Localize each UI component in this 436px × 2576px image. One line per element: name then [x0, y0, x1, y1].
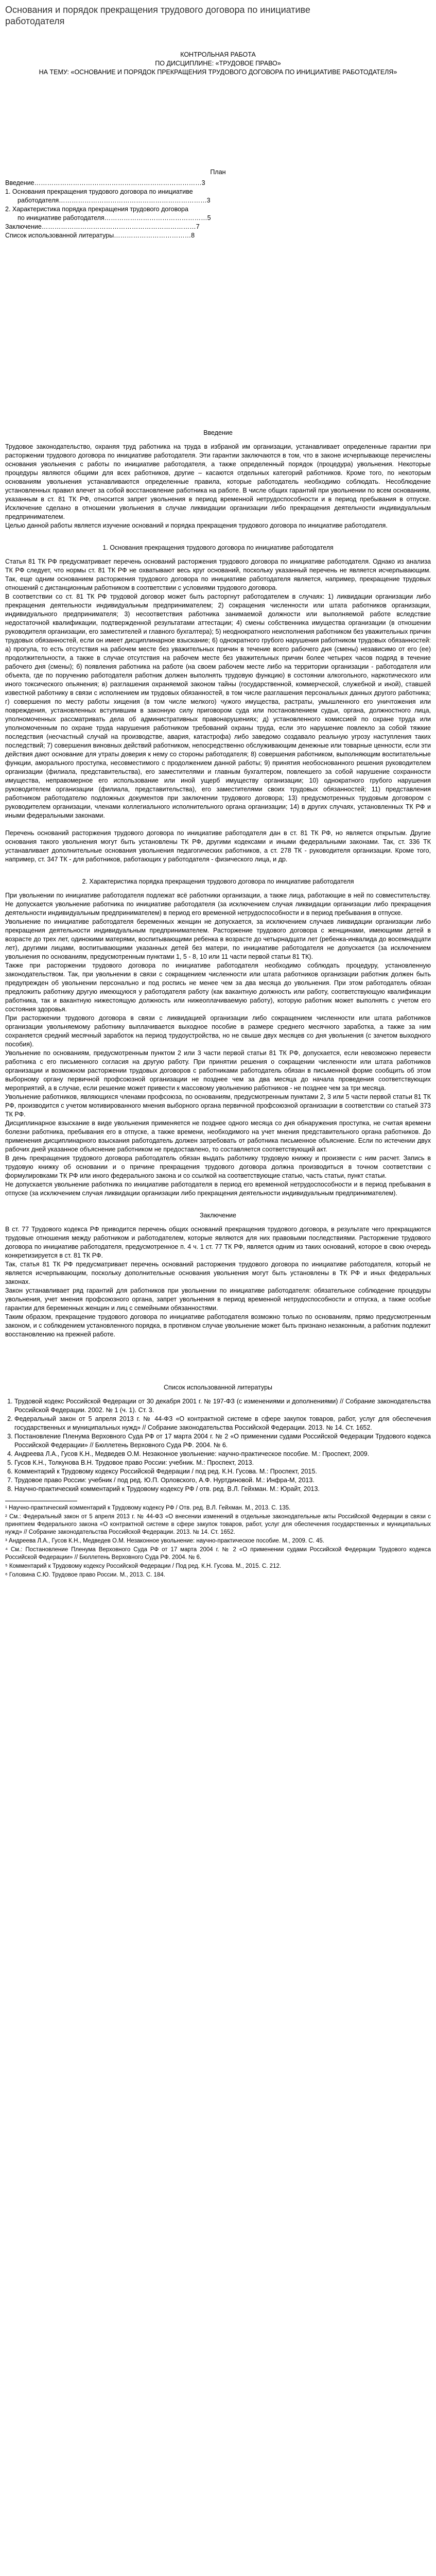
toc-item: 1. Основания прекращения трудового договора по инициативе	[5, 188, 193, 195]
intro-paragraph: Целью данной работы является изучение оснований и порядка прекращения трудового договора по инициативе работодателя.	[5, 522, 388, 529]
conclusion-paragraph: Так, статья 81 ТК РФ предусматривает перечень оснований расторжения трудового договора по инициативе работодателя, который не является исчерпывающим, поскольку дополнительные основания увольнения могут быть установлены в ТК РФ и иных федеральных законах.	[5, 1261, 431, 1285]
intro-heading: Введение	[203, 429, 233, 436]
reference-item: 7. Трудовое право России: учебник / под ред. Ю.П. Орловского, А.Ф. Нуртдиновой. М.: Инфра-М, 2013.	[14, 1476, 431, 1485]
reference-item: 1. Трудовой кодекс Российской Федерации от 30 декабря 2001 г. № 197-ФЗ (с изменениями и дополнениями) // Собрание законодательства Российской Федерации. 2002. № 1 (ч. 1). Ст. 3.	[14, 1397, 431, 1415]
reference-item: 2. Федеральный закон от 5 апреля 2013 г. № 44-ФЗ «О контрактной системе в сфере закупок товаров, работ, услуг для обеспечения государственных и муниципальных нужд» // Собрание законодательства Российской Федерации. 2013. № 14. Ст. 1652.	[14, 1415, 431, 1432]
references-heading: Список использованной литературы	[163, 1384, 273, 1391]
section-2-paragraph: При увольнении по инициативе работодателя подлежат всё работники организации, а также лица, работающие в ней по совместительству. Не допускается увольнение работника по инициативе работодателя (за исключением случая ликвидации организации либо прекращения деятельности индивидуальным предпринимателем) в период его временной нетрудоспособности и в период пребывания в отпуске.	[5, 892, 431, 917]
conclusion-heading: Заключение	[200, 1212, 236, 1219]
toc-item: работодателя……………………………………………………………3	[18, 197, 211, 204]
conclusion-paragraph: В ст. 77 Трудового кодекса РФ приводится перечень общих оснований прекращения трудового договора, в результате чего прекращаются трудовые отношения между работником и работодателем, которые являются для них правовыми последствиями. Расторжение трудового договора по инициативе работодателя, предусмотренное п. 4 ч. 1 ст. 77 ТК РФ, является одним из таких оснований, которое в свою очередь конкретизируется в ст. 81 ТК РФ.	[5, 1226, 431, 1259]
footnote: ⁶ Головина С.Ю. Трудовое право России. М., 2013. С. 184.	[5, 1572, 165, 1578]
reference-item: 5. Гусов К.Н., Толкунова В.Н. Трудовое право России: учебник. М.: Проспект, 2013.	[14, 1459, 431, 1467]
title-line-1: КОНТРОЛЬНАЯ РАБОТА	[180, 51, 256, 58]
toc-item: по инициативе работодателя…………………………………………5	[18, 214, 211, 222]
section-2-paragraph: Не допускается увольнение работника по инициативе работодателя в период его временной нетрудоспособности и в период пребывания в отпуске (за исключением случая ликвидации организации либо прекращения деятельности индивидуальным предпринимателем).	[5, 1181, 431, 1197]
page-header	[0, 0, 436, 30]
intro-paragraph: Трудовое законодательство, охраняя труд работника на труда в избраной им организации, устанавливает определенные гарантии при расторжении трудового договора по инициативе работодателя. Эти гарантии заключаются в том, что в законе исчерпывающе перечислены основания увольнения с работы по инициативе работодателя, а также определенный порядок (процедура) увольнения. Некоторые процедуры являются общими для всех работников, другие – касаются отдельных категорий работников. Кроме того, по некоторым основаниям увольнения устанавливаются определенные правила, которые работодатель необходимо соблюдать. Несоблюдение установленных правил влечет за собой восстановление работника на работе. В числе общих гарантий при увольнении по всем основаниям, указанным в ст. 81 ТК РФ, относится запрет увольнения в период временной нетрудоспособности и в период пребывания в отпуске. Исключение сделано в отношении увольнения в случае ликвидации организации либо прекращения деятельности индивидуальным предпринимателем.	[5, 443, 431, 520]
conclusion-paragraph: Закон устанавливает ряд гарантий для работников при увольнении по инициативе работодателя: обязательное соблюдение процедуры увольнения, учет мнения профсоюзного органа, запрет увольнения в период временной нетрудоспособности и отпуска, а также особые гарантии для беременных женщин и лиц с семейными обязанностями.	[5, 1287, 431, 1312]
footnote: ¹ Научно-практический комментарий к Трудовому кодексу РФ / Отв. ред. В.Л. Гейхман. М., 2013. С. 135.	[5, 1505, 291, 1511]
section-2-paragraph: Увольнение работников, являющихся членами профсоюза, по основаниям, предусмотренным пунктами 2, 3 или 5 части первой статьи 81 ТК РФ, производится с учетом мотивированного мнения выборного органа первичной профсоюзной организации в соответствии со статьей 373 ТК РФ.	[5, 1093, 431, 1118]
title-line-3: НА ТЕМУ: «ОСНОВАНИЕ И ПОРЯДОК ПРЕКРАЩЕНИЯ ТРУДОВОГО ДОГОВОРА ПО ИНИЦИАТИВЕ РАБОТОДАТЕЛЯ»	[39, 69, 397, 76]
section-1-paragraph: В соответствии со ст. 81 ТК РФ трудовой договор может быть расторгнут работодателем в случаях: 1) ликвидации организации либо прекращения деятельности индивидуальным предпринимателем; 2) сокращения численности или штата работников организации, индивидуального предпринимателя; 3) несоответствия работника занимаемой должности или выполняемой работе вследствие недостаточной квалификации, подтвержденной результатами аттестации; 4) смены собственника имущества организации (в отношении руководителя организации, его заместителей и главного бухгалтера); 5) неоднократного неисполнения работником без уважительных причин трудовых обязанностей, если он имеет дисциплинарное взыскание; 6) однократного грубого нарушения работником трудовых обязанностей: а) прогула, то есть отсутствия на рабочем месте без уважительных причин в течение всего рабочего дня (смены) независимо от его (ее) продолжительности, а также в случае отсутствия на рабочем месте без уважительных причин более четырех часов подряд в течение рабочего дня (смены); б) появления работника на работе (на своем рабочем месте либо на территории организации - работодателя или объекта, где по поручению работодателя работник должен выполнять трудовую функцию) в состоянии алкогольного, наркотического или иного токсического опьянения; в) разглашения охраняемой законом тайны (государственной, коммерческой, служебной и иной), ставшей известной работнику в связи с исполнением им трудовых обязанностей, в том числе разглашения персональных данных другого работника; г) совершения по месту работы хищения (в том числе мелкого) чужого имущества, растраты, умышленного его уничтожения или повреждения, установленных вступившим в законную силу приговором суда или постановлением судьи, органа, должностного лица, уполномоченных рассматривать дела об административных правонарушениях; д) установленного комиссией по охране труда или уполномоченным по охране труда нарушения работником требований охраны труда, если это нарушение повлекло за собой тяжкие последствия (несчастный случай на производстве, авария, катастрофа) либо заведомо создавало реальную угрозу наступления таких последствий; 7) совершения виновных действий работником, непосредственно обслуживающим денежные или товарные ценности, если эти действия дают основание для утраты доверия к нему со стороны работодателя; 8) совершения работником, выполняющим воспитательные функции, аморального проступка, несовместимого с продолжением данной работы; 9) принятия необоснованного решения руководителем организации (филиала, представительства), его заместителями и главным бухгалтером, повлекшего за собой нарушение сохранности имущества, неправомерное его использование или иной ущерб имуществу организации; 10) однократного грубого нарушения руководителем организации (филиала, представительства), его заместителями своих трудовых обязанностей; 11) представления работником работодателю подложных документов при заключении трудового договора; 13) предусмотренных трудовым договором с руководителем организации, членами коллегиального исполнительного органа организации; 14) в других случаях, установленных ТК РФ и иными федеральными законами.	[5, 593, 431, 819]
section-1-heading: 1. Основания прекращения трудового договора по инициативе работодателя	[102, 544, 334, 551]
section-2-paragraph: Увольнение по основаниям, предусмотренным пунктом 2 или 3 части первой статьи 81 ТК РФ, допускается, если невозможно перевести работника с его письменного согласия на другую работу. При принятии решения о сокращении численности или штата работников организации и возможном расторжении трудовых договоров с работниками работодатель обязан в письменной форме сообщить об этом выборному органу первичной профсоюзной организации не позднее чем за два месяца до начала проведения соответствующих мероприятий, а в случае, если решение может привести к массовому увольнению работников - не позднее чем за три месяца.	[5, 1049, 431, 1092]
footnote: ⁵ Комментарий к Трудовому кодексу Российской Федерации / Под ред. К.Н. Гусова. М., 2015. С. 212.	[5, 1563, 282, 1569]
toc-item: Введение……………………………………………………………………3	[5, 179, 205, 187]
section-2-paragraph: Дисциплинарное взыскание в виде увольнения применяется не позднее одного месяца со дня обнаружения проступка, не считая времени болезни работника, пребывания его в отпуске, а также времени, необходимого на учет мнения представительного органа работников. До применения дисциплинарного взыскания работодатель должен затребовать от работника письменное объяснение. Если по истечении двух рабочих дней указанное объяснение работником не предоставлено, то составляется соответствующий акт.	[5, 1120, 431, 1153]
reference-item: 6. Комментарий к Трудовому кодексу Российской Федерации / под ред. К.Н. Гусова. М.: Проспект, 2015.	[14, 1467, 431, 1476]
references-list	[5, 1397, 431, 1494]
reference-item: 4. Андреева Л.А., Гусов К.Н., Медведев О.М. Незаконное увольнение: научно-практическое пособие. М.: Проспект, 2009.	[14, 1450, 431, 1459]
section-2-paragraph: В день прекращения трудового договора работодатель обязан выдать работнику трудовую книжку и произвести с ним расчет. Запись в трудовую книжку об основании и о причине прекращения трудового договора должна производиться в точном соответствии с формулировками ТК РФ или иного федерального закона и со ссылкой на соответствующие статью, часть статьи, пункт статьи.	[5, 1155, 431, 1179]
section-2-paragraph: Увольнение по инициативе работодателя беременных женщин не допускается, за исключением случаев ликвидации организации либо прекращения деятельности индивидуальным предпринимателем. Расторжение трудового договора с женщинами, имеющими детей в возрасте до трех лет, одинокими матерями, воспитывающими ребенка в возрасте до четырнадцати лет (ребенка-инвалида до восемнадцати лет), другими лицами, воспитывающими указанных детей без матери, по инициативе работодателя не допускается (за исключением увольнения по основаниям, предусмотренным пунктами 1, 5 - 8, 10 или 11 части первой статьи 81 ТК).	[5, 918, 431, 960]
conclusion-paragraph: Таким образом, прекращение трудового договора по инициативе работодателя возможно только по основаниям, прямо предусмотренным законом, и с соблюдением установленного порядка, в противном случае увольнение может быть признано незаконным, а работник подлежит восстановлению на прежней работе.	[5, 1313, 431, 1338]
toc-item: Заключение………………………………………………………………7	[5, 223, 200, 230]
table-of-contents	[5, 179, 431, 240]
toc-heading: План	[210, 168, 226, 176]
section-1-paragraph: Перечень оснований расторжения трудового договора по инициативе работодателя дан в ст. 81 ТК РФ, но является открытым. Другие основания такого увольнения могут быть установлены ТК РФ, другими кодексами и иными федеральными законами. Так, ст. 336 ТК устанавливает дополнительные основания увольнения педагогических работников, а ст. 278 ТК - руководителя организации. Кроме того, например, ст. 347 ТК - для работников, работающих у работодателя - физического лица, и др.	[5, 829, 431, 863]
toc-item: Список использованной литературы………………………………8	[5, 232, 195, 239]
reference-item: 8. Научно-практический комментарий к Трудовому кодексу РФ / отв. ред. В.Л. Гейхман. М.: Юрайт, 2013.	[14, 1485, 431, 1494]
section-1-paragraph: Статья 81 ТК РФ предусматривает перечень оснований расторжения трудового договора по инициативе работодателя. Однако из анализа ТК РФ следует, что нормы ст. 81 ТК РФ не охватывают весь круг оснований, поскольку указанный перечень не является исчерпывающим. Так, еще одним основанием расторжения трудового договора по инициативе работодателя является, например, прекращение трудовых отношений с дистанционным работником в соответствии с условиями трудового договора.	[5, 558, 431, 591]
reference-item: 3. Постановление Пленума Верховного Суда РФ от 17 марта 2004 г. № 2 «О применении судами Российской Федерации Трудового кодекса Российской Федерации» // Бюллетень Верховного Суда РФ. 2004. № 6.	[14, 1432, 431, 1450]
footnote: ² См.: Федеральный закон от 5 апреля 2013 г. № 44-ФЗ «О внесении изменений в отдельные законодательные акты Российской Федерации в связи с принятием Федерального закона «О контрактной системе в сфере закупок товаров, работ, услуг для обеспечения государственных и муниципальных нужд» // Собрание законодательства Российской Федерации. 2013. № 14. Ст. 1652.	[5, 1514, 431, 1535]
footnotes	[5, 1504, 431, 1579]
section-2-paragraph: Также при расторжении трудового договора по инициативе работодателя необходимо соблюдать процедуру, установленную законодательством. Так, при увольнении в связи с сокращением численности или штата работников организации работник должен быть предупрежден об увольнении персонально и под роспись не менее чем за два месяца до увольнения. При этом работодатель обязан предложить работнику другую имеющуюся у работодателя работу (как вакантную должность или работу, соответствующую квалификации работника, так и вакантную нижестоящую должность или нижеоплачиваемую работу), которую работник может выполнять с учетом его состояния здоровья.	[5, 962, 431, 1013]
section-2-paragraph: При расторжении трудового договора в связи с ликвидацией организации либо сокращением численности или штата работников организации увольняемому работнику выплачивается выходное пособие в размере среднего месячного заработка, а также за ним сохраняется средний месячный заработок на период трудоустройства, но не свыше двух месяцев со дня увольнения (с зачетом выходного пособия).	[5, 1014, 431, 1048]
toc-item: 2. Характеристика порядка прекращения трудового договора	[5, 206, 188, 213]
footnote: ⁴ См.: Постановление Пленума Верховного Суда РФ от 17 марта 2004 г. № 2 «О применении судами Российской Федерации Трудового кодекса Российской Федерации» // Бюллетень Верховного Суда РФ. 2004. № 6.	[5, 1547, 431, 1561]
section-2-heading: 2. Характеристика порядка прекращения трудового договора по инициативе работодателя	[82, 878, 354, 885]
title-line-2: ПО ДИСЦИПЛИНЕ: «ТРУДОВОЕ ПРАВО»	[155, 60, 281, 67]
page-title: Основания и порядок прекращения трудового договора по инициативе работодателя	[5, 5, 310, 26]
title-block	[5, 50, 431, 77]
document-body	[0, 50, 436, 1579]
footnote: ³ Андреева Л.А., Гусов К.Н., Медведев О.М. Незаконное увольнение: научно-практическое пособие. М., 2009. С. 45.	[5, 1538, 325, 1544]
